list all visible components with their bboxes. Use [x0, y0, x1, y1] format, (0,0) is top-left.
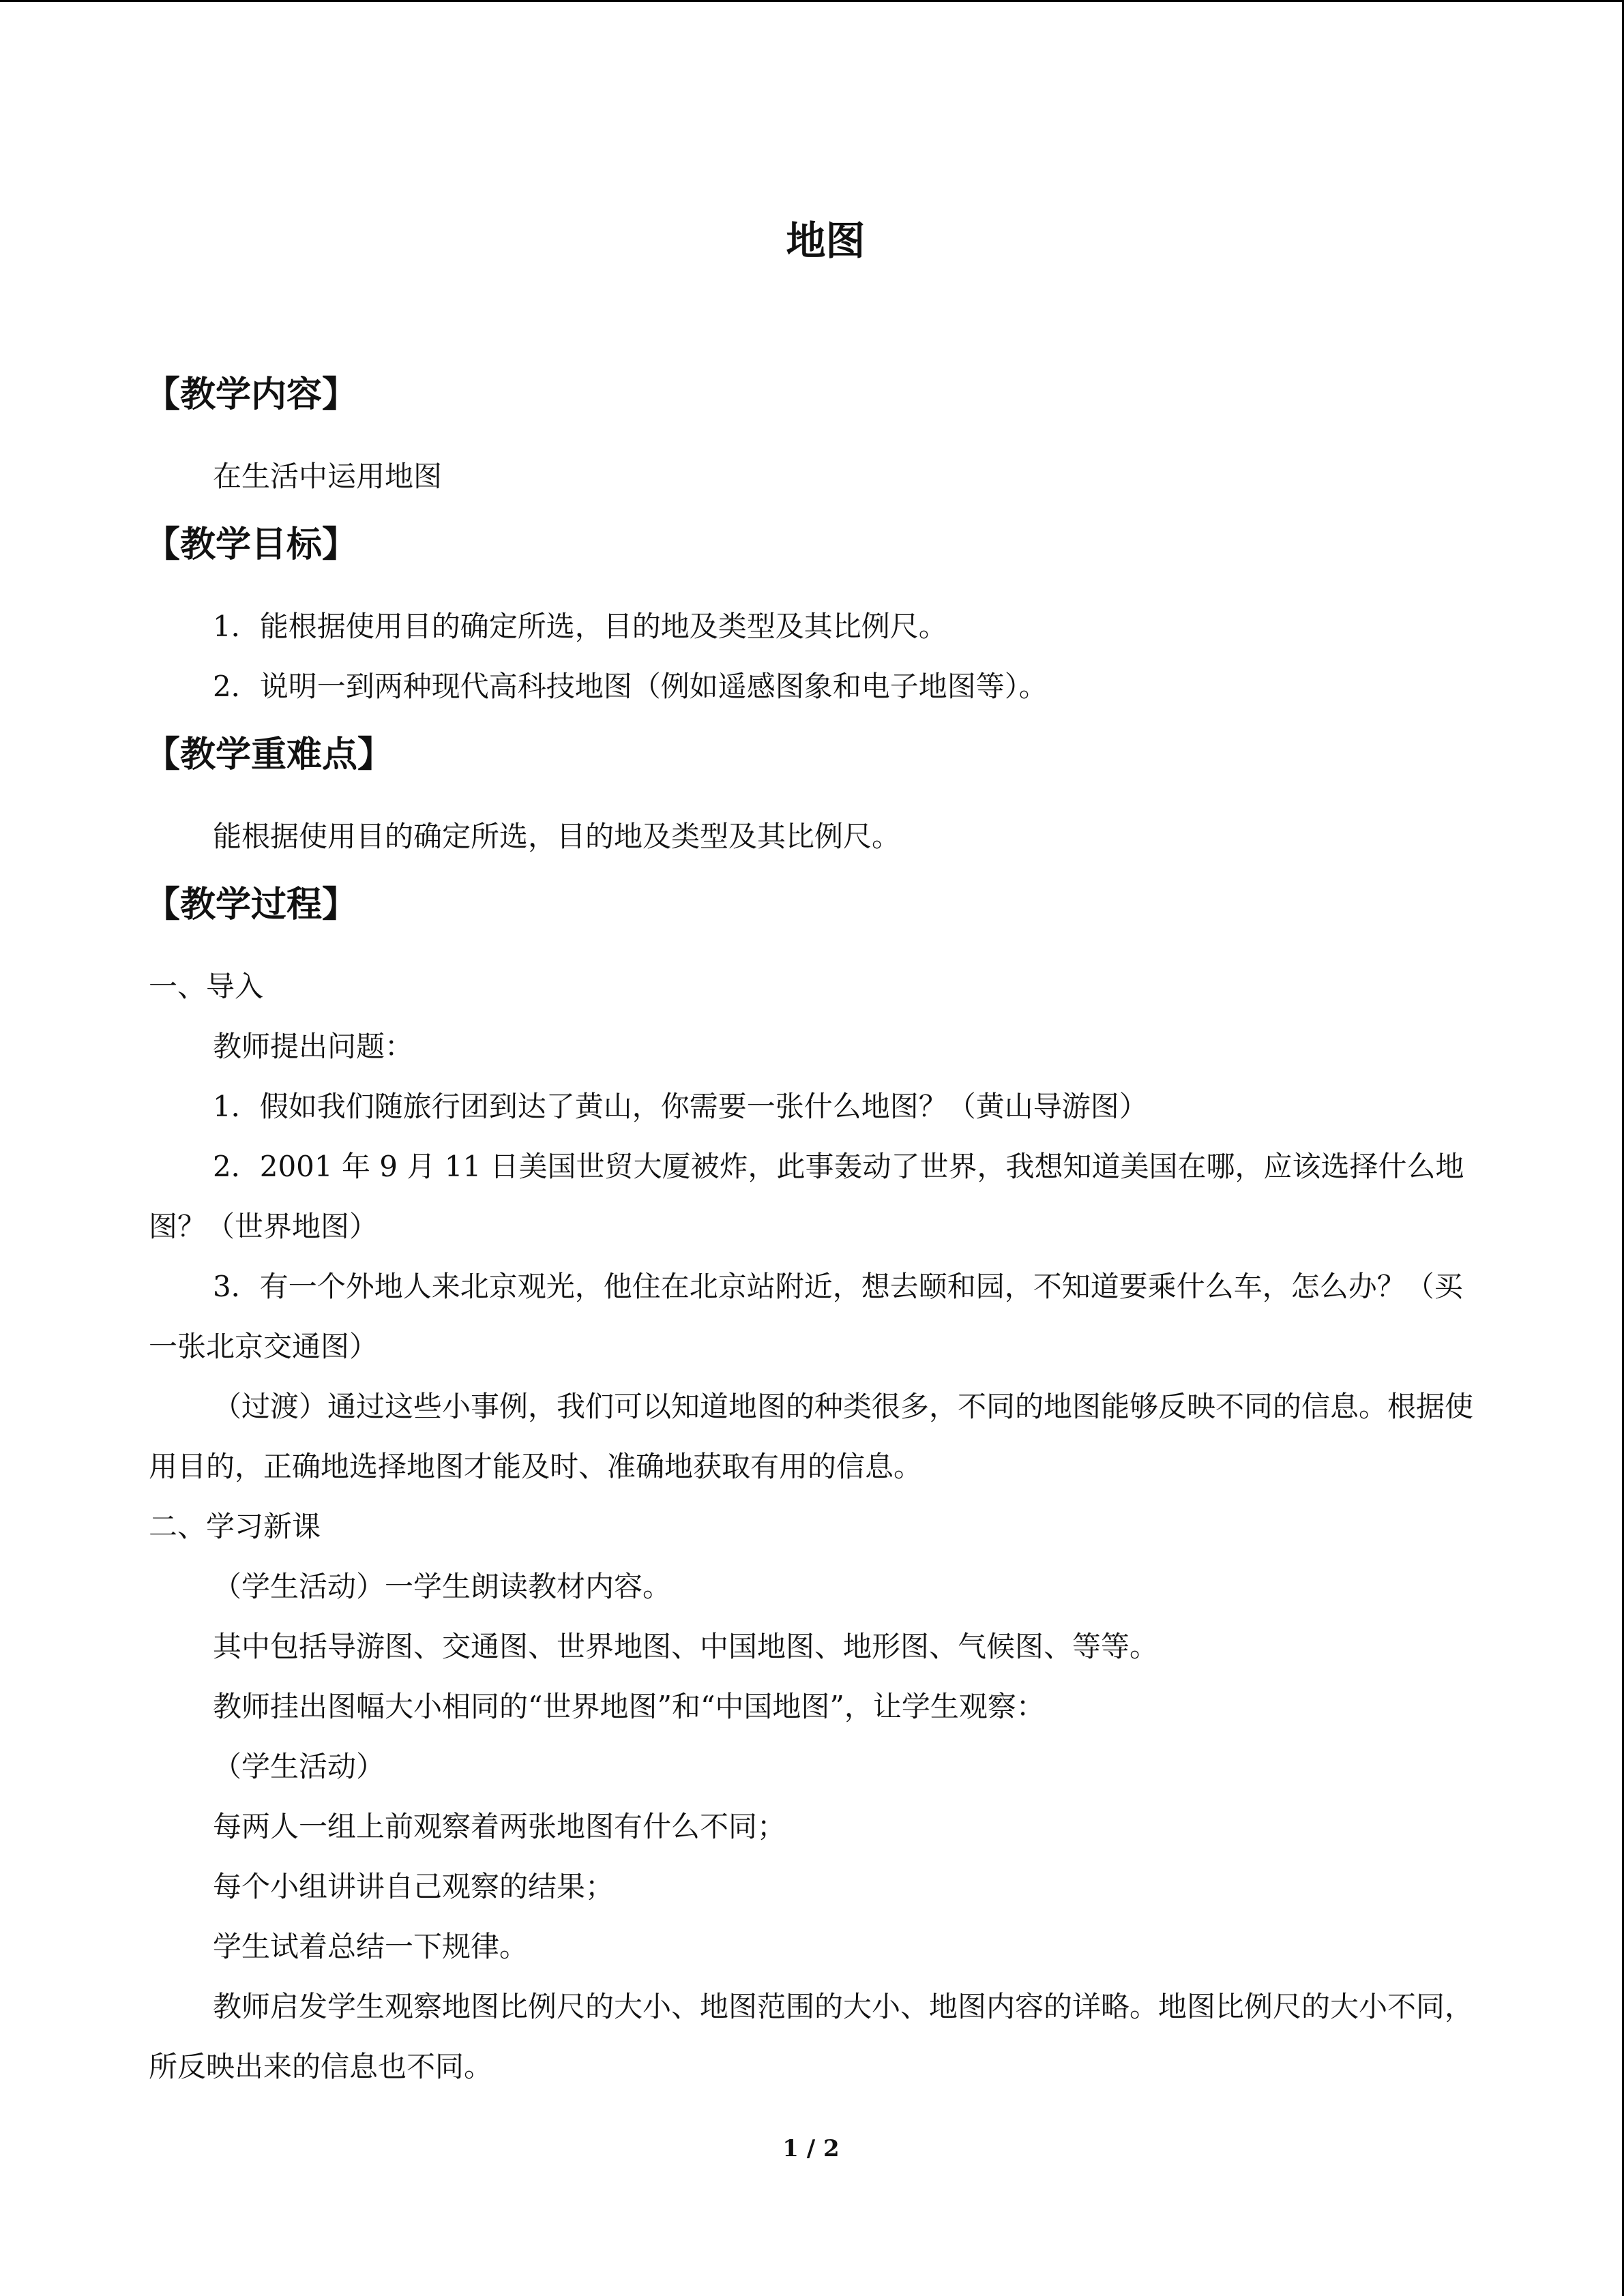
heading-teaching-process: 【教学过程】 [145, 884, 358, 925]
process-paragraph: （过渡）通过这些小事例，我们可以知道地图的种类很多，不同的地图能够反映不同的信息。根据使用目的，正确地选择地图才能及时、准确地获取有用的信息。 [149, 1390, 1474, 1483]
process-paragraph: 其中包括导游图、交通图、世界地图、中国地图、地形图、气候图、等等。 [213, 1630, 1159, 1663]
heading-teaching-goals: 【教学目标】 [145, 524, 358, 565]
goal-item-2: 2．说明一到两种现代高科技地图（例如遥感图象和电子地图等）。 [213, 670, 1048, 703]
heading-key-points: 【教学重难点】 [145, 734, 394, 775]
process-paragraph: （学生活动） [213, 1750, 385, 1783]
process-paragraph: 3．有一个外地人来北京观光，他住在北京站附近，想去颐和园，不知道要乘什么车，怎么办？（买一张北京交通图） [149, 1270, 1463, 1363]
process-paragraph: 教师启发学生观察地图比例尺的大小、地图范围的大小、地图内容的详略。地图比例尺的大小不同，所反映出来的信息也不同。 [149, 1990, 1474, 2083]
page-number: 1 / 2 [782, 2135, 840, 2162]
process-paragraph: 教师挂出图幅大小相同的“世界地图”和“中国地图”，让学生观察： [213, 1690, 1045, 1723]
document-title: 地图 [786, 218, 866, 264]
process-paragraph: 每两人一组上前观察着两张地图有什么不同； [213, 1810, 786, 1843]
process-paragraph: 学生试着总结一下规律。 [213, 1930, 529, 1963]
process-paragraph: （学生活动）一学生朗读教材内容。 [213, 1570, 672, 1603]
process-section-intro: 一、导入 [149, 970, 264, 1003]
heading-teaching-content: 【教学内容】 [145, 374, 358, 415]
process-section-new-lesson: 二、学习新课 [149, 1510, 321, 1543]
process-paragraph: 教师提出问题： [213, 1030, 414, 1063]
process-paragraph: 2．2001 年 9 月 11 日美国世贸大厦被炸，此事轰动了世界，我想知道美国在哪，应该选择什么地图？（世界地图） [149, 1150, 1464, 1243]
goal-item-1: 1．能根据使用目的确定所选，目的地及类型及其比例尺。 [213, 610, 947, 643]
key-points-body: 能根据使用目的确定所选，目的地及类型及其比例尺。 [213, 820, 901, 853]
document-content [145, 207, 1475, 2097]
teaching-content-body: 在生活中运用地图 [213, 460, 443, 493]
process-paragraph: 1．假如我们随旅行团到达了黄山，你需要一张什么地图？（黄山导游图） [213, 1090, 1148, 1123]
process-paragraph: 每个小组讲讲自己观察的结果； [213, 1870, 615, 1903]
